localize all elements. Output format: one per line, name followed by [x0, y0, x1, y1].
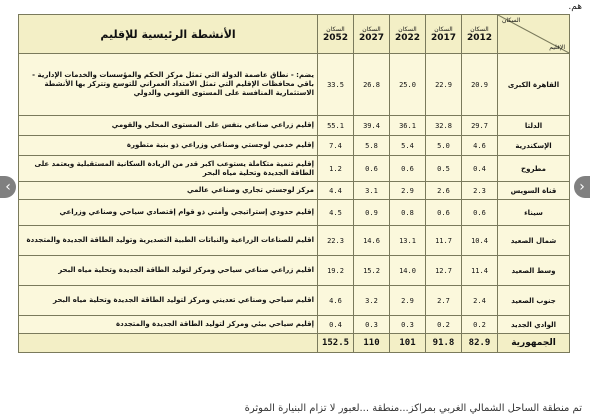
population-2017: 0.5	[426, 156, 462, 182]
table-row	[19, 182, 570, 200]
region-name: الدلتا	[498, 116, 570, 136]
region-name: قناة السويس	[498, 182, 570, 200]
region-name: الوادي الجديد	[498, 316, 570, 334]
region-activity: إقليم حدودي إستراتيجي وأمني ذو قوام إقتصادي سياحي وصناعي وزراعي	[19, 200, 318, 226]
population-2022: 36.1	[390, 116, 426, 136]
population-2027: 15.2	[354, 256, 390, 286]
region-name: جنوب الصعيد	[498, 286, 570, 316]
population-2012: 2.4	[462, 286, 498, 316]
population-2012: 0.6	[462, 200, 498, 226]
table-row	[19, 156, 570, 182]
table-header-row	[19, 15, 570, 54]
population-2027: 5.8	[354, 136, 390, 156]
region-name: وسط الصعيد	[498, 256, 570, 286]
population-2017: 11.7	[426, 226, 462, 256]
year-header-2027: السكان 2027	[354, 15, 390, 54]
region-name: القاهرة الكبرى	[498, 54, 570, 116]
population-2012: 4.6	[462, 136, 498, 156]
population-2017: 22.9	[426, 54, 462, 116]
population-2012: 2.3	[462, 182, 498, 200]
total-2027: 110	[354, 334, 390, 353]
population-2017: 0.6	[426, 200, 462, 226]
population-2052: 1.2	[318, 156, 354, 182]
total-2017: 91.8	[426, 334, 462, 353]
total-row	[19, 334, 570, 353]
population-2022: 14.0	[390, 256, 426, 286]
population-2022: 13.1	[390, 226, 426, 256]
population-2022: 0.3	[390, 316, 426, 334]
population-2017: 12.7	[426, 256, 462, 286]
table-row	[19, 316, 570, 334]
regions-population-table	[18, 14, 570, 353]
population-2017: 0.2	[426, 316, 462, 334]
total-region-name: الجمهورية	[498, 334, 570, 353]
population-2022: 5.4	[390, 136, 426, 156]
year-header-2017: السكان 2017	[426, 15, 462, 54]
population-2052: 22.3	[318, 226, 354, 256]
population-2027: 14.6	[354, 226, 390, 256]
population-2022: 2.9	[390, 286, 426, 316]
table-row	[19, 256, 570, 286]
population-2027: 39.4	[354, 116, 390, 136]
population-2027: 26.8	[354, 54, 390, 116]
region-name: الإسكندرية	[498, 136, 570, 156]
region-name: مطروح	[498, 156, 570, 182]
population-2017: 2.7	[426, 286, 462, 316]
region-activity: يضم: - نطاق عاصمة الدولة التي تمثل مركز الحكم والمؤسسات والخدمات الإدارية - باقي محافظات الإقليم التي تمثل الامتداد العمراني للتوسع وتتركز بها الأنشطة الاستثمارية المنافسة على المستوى القومي والدولي	[19, 54, 318, 116]
region-activity: إقليم زراعي صناعي بنفس على المستوى المحلي والقومي	[19, 116, 318, 136]
corner-top-label: السكان	[502, 17, 521, 24]
population-2012: 29.7	[462, 116, 498, 136]
region-activity: إقليم تنمية متكاملة يستوعب اكبر قدر من الزيادة السكانية المستقبلية ويعتمد على الطاقة الجديدة وتحلية مياه البحر	[19, 156, 318, 182]
region-activity: مركز لوجستي تجاري وصناعي عالمي	[19, 182, 318, 200]
table-row	[19, 136, 570, 156]
region-activity: اقليم للصناعات الزراعية والنباتات الطبية التصديرية وتوليد الطاقة الجديدة والمتجددة	[19, 226, 318, 256]
region-name: سيناء	[498, 200, 570, 226]
population-2027: 0.3	[354, 316, 390, 334]
population-2017: 32.8	[426, 116, 462, 136]
population-2017: 2.6	[426, 182, 462, 200]
population-2022: 2.9	[390, 182, 426, 200]
population-2027: 0.9	[354, 200, 390, 226]
bottom-text-fragment: تم منطقة الساحل الشمالي الغربي بمراكز...منطقة ...لعبور لا تزام البنيارة الموثرة	[244, 403, 582, 414]
table-row	[19, 54, 570, 116]
population-2012: 0.4	[462, 156, 498, 182]
total-2022: 101	[390, 334, 426, 353]
year-header-2052: السكان 2052	[318, 15, 354, 54]
year-header-2022: السكان 2022	[390, 15, 426, 54]
table-row	[19, 200, 570, 226]
region-name: شمال الصعيد	[498, 226, 570, 256]
population-2022: 0.8	[390, 200, 426, 226]
table-row	[19, 286, 570, 316]
total-2012: 82.9	[462, 334, 498, 353]
total-2052: 152.5	[318, 334, 354, 353]
region-activity: إقليم خدمي لوجستي وصناعي وزراعي ذو بنية متطورة	[19, 136, 318, 156]
population-2022: 0.6	[390, 156, 426, 182]
total-activity	[19, 334, 318, 353]
population-2052: 33.5	[318, 54, 354, 116]
population-2022: 25.0	[390, 54, 426, 116]
population-2012: 20.9	[462, 54, 498, 116]
previous-arrow-button[interactable]: ‹	[0, 176, 16, 198]
table-row	[19, 116, 570, 136]
population-2012: 10.4	[462, 226, 498, 256]
table-row	[19, 226, 570, 256]
corner-header-cell	[498, 15, 570, 54]
population-2052: 4.6	[318, 286, 354, 316]
next-arrow-button[interactable]: ›	[574, 176, 590, 198]
region-activity: اقليم سياحي وصناعي تعديني ومركز لتوليد الطاقة الجديدة وتحلية مياه البحر	[19, 286, 318, 316]
population-2052: 4.5	[318, 200, 354, 226]
activities-header: الأنشطة الرئيسية للإقليم	[19, 15, 318, 54]
population-2012: 11.4	[462, 256, 498, 286]
population-2052: 0.4	[318, 316, 354, 334]
population-2027: 3.2	[354, 286, 390, 316]
population-2017: 5.0	[426, 136, 462, 156]
population-2052: 7.4	[318, 136, 354, 156]
population-2027: 3.1	[354, 182, 390, 200]
population-2052: 55.1	[318, 116, 354, 136]
region-activity: إقليم سياحي بيئي ومركز لتوليد الطاقة الجديدة والمتجددة	[19, 316, 318, 334]
corner-bottom-label: الإقليم	[549, 44, 565, 51]
region-activity: اقليم زراعي صناعي سياحي ومركز لتوليد الطاقة الجديدة وتحلية مياه البحر	[19, 256, 318, 286]
population-2052: 19.2	[318, 256, 354, 286]
year-header-2012: السكان 2012	[462, 15, 498, 54]
population-2027: 0.6	[354, 156, 390, 182]
population-2012: 0.2	[462, 316, 498, 334]
top-text-fragment: هم.	[568, 2, 582, 12]
population-2052: 4.4	[318, 182, 354, 200]
